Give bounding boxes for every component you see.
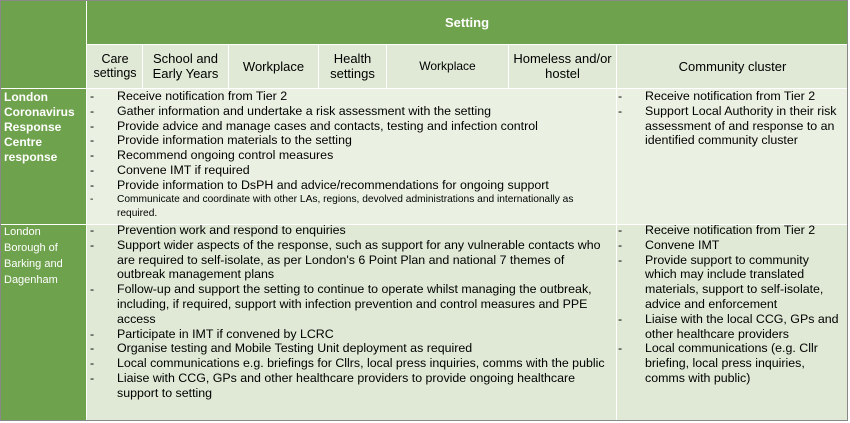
list-item: - Follow-up and support the setting to continue to operate whilst managing the outbreak, including, if required, support with infection prevention and control measures and PPE access bbox=[86, 282, 614, 326]
list-item: - Local communications e.g. briefings for Cllrs, local press inquiries, comms with the public bbox=[86, 356, 614, 371]
row-label-lcrc: London Coronavirus Response Centre response bbox=[4, 90, 75, 164]
list-item: - Prevention work and respond to enquiries bbox=[86, 223, 614, 238]
list-item: - Provide advice and manage cases and contacts, testing and infection control bbox=[86, 119, 614, 134]
column-header-health: Health settings bbox=[330, 51, 375, 81]
list-item: - Convene IMT if required bbox=[86, 163, 614, 178]
list-item: - Provide information to DsPH and advice/recommendations for ongoing support bbox=[86, 178, 614, 193]
list-item: - Recommend ongoing control measures bbox=[86, 148, 614, 163]
list-item: - Convene IMT bbox=[614, 238, 844, 253]
list-item: - Communicate and coordinate with other LAs, regions, devolved administrations and internationally as required. bbox=[86, 193, 614, 221]
list-item: - Receive notification from Tier 2 bbox=[614, 89, 844, 104]
list-item: - Support Local Authority in their risk assessment of and response to an identified community cluster bbox=[614, 104, 844, 148]
column-header-care-settings: Care settings bbox=[93, 52, 137, 80]
list-item: - Receive notification from Tier 2 bbox=[86, 89, 614, 104]
list-item: - Provide information materials to the setting bbox=[86, 133, 614, 148]
list-item: - Gather information and undertake a risk assessment with the setting bbox=[86, 104, 614, 119]
list-item: - Local communications (e.g. Cllr briefing, local press inquiries, comms with public) bbox=[614, 341, 844, 385]
column-header-school: School and Early Years bbox=[152, 51, 219, 81]
column-header-community-cluster: Community cluster bbox=[678, 58, 787, 74]
column-header-homeless: Homeless and/or hostel bbox=[513, 51, 612, 81]
list-item: - Receive notification from Tier 2 bbox=[614, 223, 844, 238]
list-item: - Support wider aspects of the response, such as support for any vulnerable contacts who are required to self-isolate, as per London's 6 Point Plan and national 7 themes of outbreak management plans bbox=[86, 238, 614, 282]
column-header-workplace-2: Workplace bbox=[419, 58, 476, 73]
list-item: - Liaise with CCG, GPs and other healthcare providers to provide ongoing healthcare support to setting bbox=[86, 371, 614, 401]
list-item: - Liaise with the local CCG, GPs and other healthcare providers bbox=[614, 312, 844, 342]
list-item: - Provide support to community which may include translated materials, support to self-isolate, advice and enforcement bbox=[614, 253, 844, 312]
list-item: - Organise testing and Mobile Testing Unit deployment as required bbox=[86, 341, 614, 356]
row-label-lbbd: London Borough of Barking and Dagenham bbox=[4, 226, 63, 286]
list-item: - Participate in IMT if convened by LCRC bbox=[86, 327, 614, 342]
column-header-workplace: Workplace bbox=[242, 58, 305, 74]
setting-title: Setting bbox=[444, 14, 490, 30]
